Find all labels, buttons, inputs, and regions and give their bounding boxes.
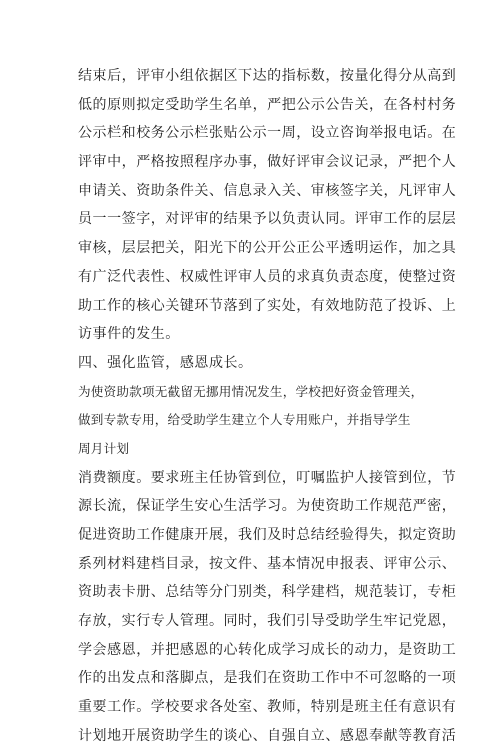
text-line: 员一一签字，对评审的结果予以负责认同。评审工作的层层 [78, 211, 457, 228]
text-line: 系列材料建档目录，按文件、基本情况申报表、评审公示、 [78, 555, 457, 572]
text-line: 为使资助款项无截留无挪用情况发生，学校把好资金管理关， [78, 383, 424, 399]
body-text [78, 62, 457, 751]
section-heading: 四、强化监管，感恩成长。 [78, 354, 253, 371]
text-line: 资助表卡册、总结等分门别类，科学建档，规范装订，专柜 [78, 584, 457, 601]
text-line: 促进资助工作健康开展，我们及时总结经验得失，拟定资助 [78, 527, 457, 543]
text-line: 计划地开展资助学生的谈心、自强自立、感恩奉献等教育活 [78, 727, 457, 744]
text-line: 消费额度。要求班主任协管到位，叮嘱监护人接管到位，节 [78, 469, 457, 486]
text-line: 审核，层层把关，阳光下的公开公正公平透明运作，加之具 [78, 240, 457, 257]
text-line: 公示栏和校务公示栏张贴公示一周，设立咨询举报电话。在 [78, 125, 457, 142]
text-line: 作的出发点和落脚点，是我们在资助工作中不可忽略的一项 [78, 670, 457, 687]
text-line: 源长流，保证学生安心生活学习。为使资助工作规范严密， [78, 498, 457, 515]
text-line: 低的原则拟定受助学生名单，严把公示公告关，在各村村务 [78, 96, 457, 113]
text-line: 做到专款专用，给受助学生建立个人专用账户，并指导学生 [78, 412, 411, 428]
text-line: 重要工作。学校要求各处室、教师，特别是班主任有意识有 [78, 699, 457, 716]
text-line: 有广泛代表性、权威性评审人员的求真负责态度，使整过资 [78, 268, 457, 285]
text-line: 评审中，严格按照程序办事，做好评审会议记录，严把个人 [78, 154, 457, 171]
text-line: 助工作的核心关键环节落到了实处，有效地防范了投诉、上 [78, 297, 457, 314]
text-line: 周月计划 [78, 440, 130, 456]
text-line: 结束后，评审小组依据区下达的指标数，按量化得分从高到 [78, 68, 457, 84]
text-line: 申请关、资助条件关、信息录入关、审核签字关，凡评审人 [78, 182, 457, 199]
text-line: 访事件的发生。 [78, 326, 180, 343]
text-line: 学会感恩，并把感恩的心转化成学习成长的动力，是资助工 [78, 641, 457, 658]
text-line: 存放，实行专人管理。同时，我们引导受助学生牢记党恩， [78, 613, 457, 630]
